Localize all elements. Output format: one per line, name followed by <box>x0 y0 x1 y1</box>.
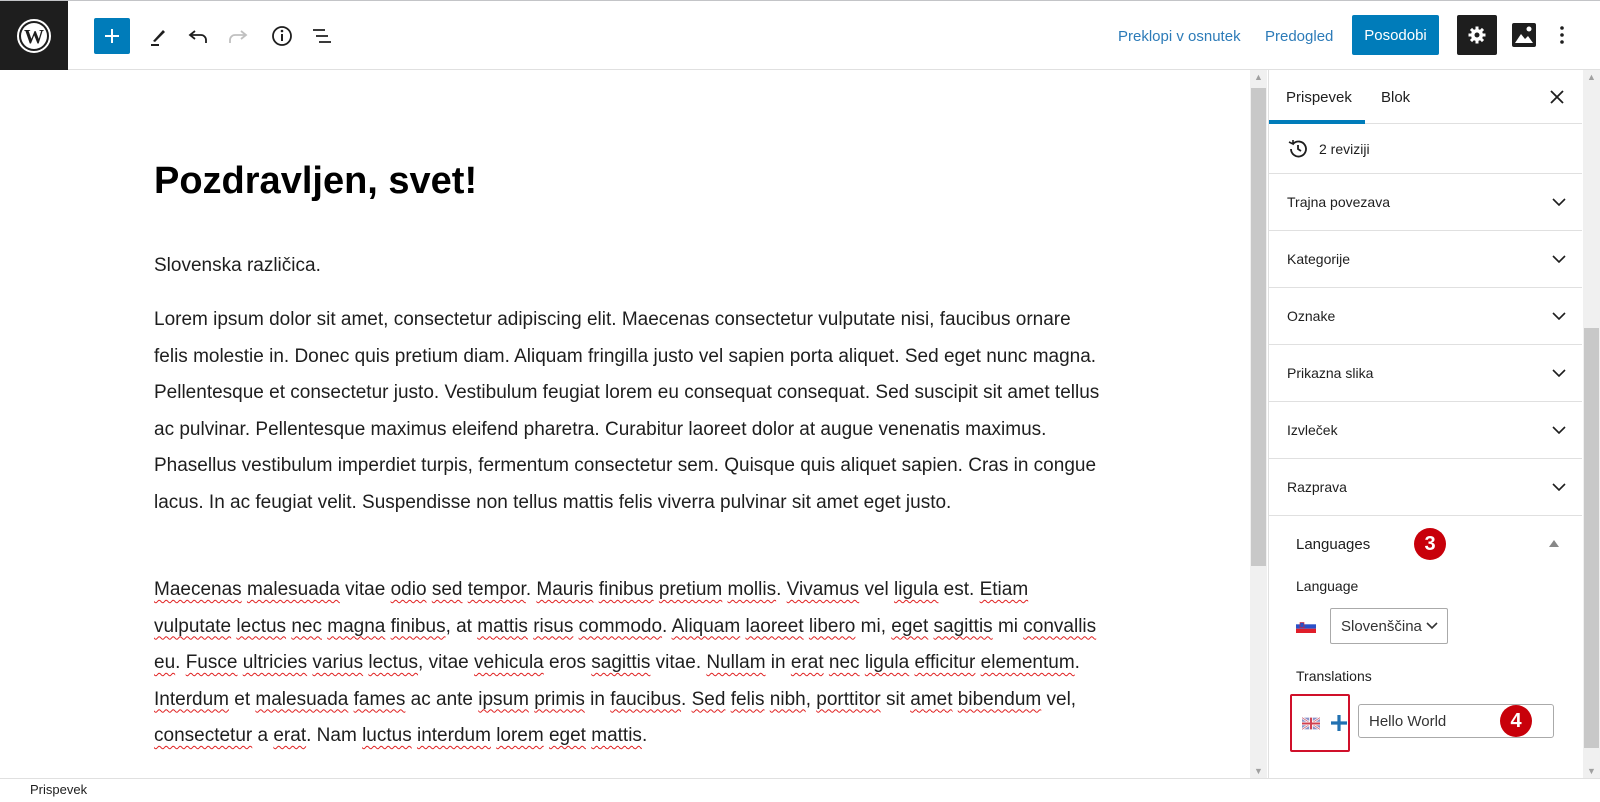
misspelled-word: varius <box>312 652 364 673</box>
misspelled-word: commodo <box>578 615 663 637</box>
redo-button[interactable] <box>220 18 256 54</box>
misspelled-word: erat <box>273 725 307 746</box>
misspelled-word: nibh <box>769 688 806 710</box>
text-run: est. <box>938 579 980 600</box>
text-run: vel, <box>1041 688 1077 710</box>
misspelled-word: faucibus <box>610 688 682 710</box>
close-sidebar-button[interactable] <box>1544 84 1570 110</box>
text-run: . <box>1074 652 1080 673</box>
misspelled-word: ligula <box>864 652 910 673</box>
misspelled-word: nec <box>828 652 860 673</box>
translation-row <box>1296 694 1582 754</box>
gear-icon <box>1467 25 1487 45</box>
editor-scrollbar[interactable] <box>1250 70 1267 778</box>
uk-flag-icon <box>1302 717 1320 730</box>
misspelled-word: eget <box>548 725 586 746</box>
text-run: . <box>681 688 692 710</box>
misspelled-word: porttitor <box>816 688 881 710</box>
misspelled-word: felis <box>730 688 765 710</box>
languages-title: Languages <box>1296 535 1371 553</box>
text-run: vitae <box>339 579 391 600</box>
add-block-button[interactable] <box>94 18 130 54</box>
post-title[interactable]: Pozdravljen, svet! <box>154 160 478 202</box>
details-button[interactable] <box>264 18 300 54</box>
text-run: ac ante <box>405 688 479 710</box>
panel-permalink[interactable] <box>1269 174 1582 231</box>
misspelled-word: finibus <box>598 579 654 600</box>
svg-text:W: W <box>24 25 44 48</box>
panel-excerpt[interactable] <box>1269 402 1582 459</box>
featured-image-button[interactable] <box>1504 15 1544 55</box>
panel-languages <box>1269 516 1582 754</box>
block-breadcrumb-bar <box>0 778 1600 802</box>
misspelled-word: risus <box>533 615 574 637</box>
misspelled-word: fames <box>353 688 406 710</box>
misspelled-word: sagittis <box>933 615 993 637</box>
panel-tags[interactable] <box>1269 288 1582 345</box>
misspelled-word: lectus <box>236 615 287 637</box>
misspelled-word: mattis <box>591 725 642 746</box>
slovenia-flag-icon <box>1296 620 1316 633</box>
text-run: , <box>805 688 817 710</box>
switch-to-draft-button[interactable]: Preklopi v osnutek <box>1118 27 1241 45</box>
misspelled-word: pretium <box>658 579 723 600</box>
text-run: . <box>525 579 537 600</box>
misspelled-word: Sed <box>691 688 726 710</box>
text-run: a <box>252 725 274 746</box>
tools-button[interactable] <box>140 18 176 54</box>
misspelled-word: vehicula <box>474 652 544 673</box>
text-run: mi <box>992 615 1024 637</box>
misspelled-word: libero <box>808 615 856 637</box>
misspelled-word: magna <box>327 615 386 637</box>
chevron-down-icon <box>1552 483 1566 491</box>
text-run: . <box>641 725 648 746</box>
text-run: . <box>662 615 672 637</box>
text-run: . <box>776 579 787 600</box>
misspelled-word: Aliquam <box>671 615 741 637</box>
misspelled-word: malesuada <box>246 579 340 600</box>
annotation-badge-3: 3 <box>1414 528 1446 560</box>
history-icon <box>1287 138 1309 160</box>
panel-title: Trajna povezava <box>1287 194 1390 210</box>
misspelled-word: Maecenas <box>154 579 242 600</box>
misspelled-word: Nullam <box>706 652 766 673</box>
paragraph-block-spellcheck[interactable] <box>154 572 1104 755</box>
revisions-link[interactable] <box>1269 124 1582 174</box>
undo-icon <box>187 25 209 47</box>
paragraph-block[interactable]: Slovenska različica. <box>154 255 321 276</box>
text-run: in <box>584 688 611 710</box>
chevron-down-icon <box>1552 426 1566 434</box>
misspelled-word: Vivamus <box>786 579 860 600</box>
translation-highlight-box <box>1290 694 1350 752</box>
text-run: . Nam <box>306 725 363 746</box>
text-run: . <box>175 652 186 673</box>
panel-categories[interactable] <box>1269 231 1582 288</box>
pencil-icon <box>147 25 169 47</box>
text-run: sit <box>880 688 911 710</box>
misspelled-word: lorem <box>496 725 544 746</box>
wordpress-logo-icon <box>16 18 52 54</box>
misspelled-word: Mauris <box>536 579 594 600</box>
language-row <box>1296 608 1582 644</box>
misspelled-word: eget <box>891 615 929 637</box>
text-run: in <box>765 652 791 673</box>
scroll-down-arrow-icon[interactable]: ▼ <box>1587 766 1596 776</box>
sidebar-tabs <box>1269 70 1582 124</box>
text-run: mi, <box>855 615 892 637</box>
misspelled-word: malesuada <box>255 688 349 710</box>
plus-icon <box>1330 714 1348 732</box>
scroll-up-arrow-icon[interactable]: ▲ <box>1587 72 1596 82</box>
text-run: , at <box>445 615 478 637</box>
paragraph-block[interactable]: Lorem ipsum dolor sit amet, consectetur adipiscing elit. Maecenas consectetur vulputate nisi, faucibus ornare felis molestie in. Donec quis pretium diam. Aliquam fringilla justo vel sapien porta aliquet. Sed eget nunc magna. Pellentesque et consectetur justo. Vestibulum feugiat lorem eu consequat consequat. Sed suscipit sit amet tellus ac pulvinar. Pellentesque maximus eleifend pharetra. Curabitur laoreet dolor at augue venenatis maximus. Phasellus vestibulum imperdiet turpis, fermentum consectetur sem. Quisque quis aliquet sapien. Cras in congue lacus. In ac feugiat velit. Suspendisse non tellus mattis felis viverra pulvinar sit amet eget justo. <box>154 309 1100 513</box>
misspelled-word: eu <box>154 652 176 673</box>
misspelled-word: nec <box>291 615 322 637</box>
misspelled-word: ipsum <box>478 688 529 710</box>
misspelled-word: amet <box>910 688 953 710</box>
misspelled-word: interdum <box>416 725 491 746</box>
more-options-button[interactable] <box>1550 15 1574 55</box>
misspelled-word: Interdum <box>154 688 229 710</box>
editor-canvas[interactable] <box>0 70 1250 778</box>
close-icon <box>1550 90 1564 104</box>
misspelled-word: convallis <box>1023 615 1097 637</box>
caret-up-icon[interactable] <box>1549 540 1559 547</box>
chevron-down-icon <box>1552 369 1566 377</box>
misspelled-word: sagittis <box>591 652 651 673</box>
translations-label: Translations <box>1296 668 1372 684</box>
chevron-down-icon <box>1552 255 1566 263</box>
misspelled-word: luctus <box>362 725 412 746</box>
language-select[interactable] <box>1330 608 1448 644</box>
misspelled-word: Fusce <box>185 652 238 673</box>
more-vertical-icon <box>1559 25 1565 45</box>
update-button[interactable]: Posodobi <box>1352 15 1439 55</box>
text-run: vitae. <box>650 652 707 673</box>
panel-title: Razprava <box>1287 479 1347 495</box>
misspelled-word: odio <box>390 579 427 600</box>
text-run: vel <box>859 579 895 600</box>
panel-title: Oznake <box>1287 308 1336 324</box>
add-translation-button[interactable] <box>1330 714 1348 732</box>
misspelled-word: bibendum <box>957 688 1042 710</box>
scroll-up-arrow-icon[interactable]: ▲ <box>1254 72 1263 82</box>
selected-language: Slovenščina <box>1341 617 1422 635</box>
languages-panel-header[interactable] <box>1296 516 1582 572</box>
chevron-down-icon <box>1552 312 1566 320</box>
scrollbar-thumb[interactable] <box>1251 88 1266 566</box>
misspelled-word: elementum <box>980 652 1075 673</box>
image-icon <box>1511 22 1537 48</box>
misspelled-word: sed <box>431 579 463 600</box>
language-label: Language <box>1296 578 1359 594</box>
list-view-button[interactable] <box>304 18 340 54</box>
breadcrumb-item[interactable]: Prispevek <box>30 782 88 797</box>
text-run: eros <box>543 652 592 673</box>
revisions-label: 2 reviziji <box>1319 140 1370 157</box>
panel-featured-image[interactable] <box>1269 345 1582 402</box>
misspelled-word: ligula <box>894 579 939 600</box>
panel-discussion[interactable] <box>1269 459 1582 516</box>
tab-post[interactable]: Prispevek <box>1269 70 1365 124</box>
undo-button[interactable] <box>180 18 216 54</box>
redo-icon <box>227 25 249 47</box>
scrollbar-thumb[interactable] <box>1584 328 1599 748</box>
tab-block[interactable]: Blok <box>1381 88 1411 106</box>
chevron-down-icon <box>1426 622 1438 630</box>
misspelled-word: consectetur <box>154 725 253 746</box>
annotation-badge-4: 4 <box>1500 705 1532 737</box>
scroll-down-arrow-icon[interactable]: ▼ <box>1254 766 1263 776</box>
misspelled-word: mollis <box>727 579 777 600</box>
misspelled-word: Etiam <box>979 579 1029 600</box>
misspelled-word: laoreet <box>745 615 804 637</box>
settings-button[interactable] <box>1457 15 1497 55</box>
settings-sidebar <box>1268 70 1582 778</box>
misspelled-word: erat <box>790 652 824 673</box>
misspelled-word: mattis <box>477 615 528 637</box>
chevron-down-icon <box>1552 198 1566 206</box>
misspelled-word: tempor <box>467 579 526 600</box>
misspelled-word: finibus <box>390 615 446 637</box>
info-icon <box>270 24 294 48</box>
text-run: et <box>228 688 256 710</box>
misspelled-word: ultricies <box>242 652 308 673</box>
misspelled-word: efficitur <box>914 652 976 673</box>
panel-title: Prikazna slika <box>1287 365 1374 381</box>
misspelled-word: vulputate <box>154 615 232 637</box>
preview-button[interactable]: Predogled <box>1265 27 1334 45</box>
misspelled-word: primis <box>534 688 585 710</box>
wordpress-logo-button[interactable] <box>0 1 68 70</box>
plus-icon <box>103 27 121 45</box>
list-view-icon <box>310 24 334 48</box>
sidebar-scrollbar[interactable] <box>1583 70 1600 778</box>
editor-header <box>0 0 1600 70</box>
panel-title: Izvleček <box>1287 422 1338 438</box>
panel-title: Kategorije <box>1287 251 1351 267</box>
misspelled-word: lectus <box>368 652 419 673</box>
text-run: , vitae <box>418 652 475 673</box>
